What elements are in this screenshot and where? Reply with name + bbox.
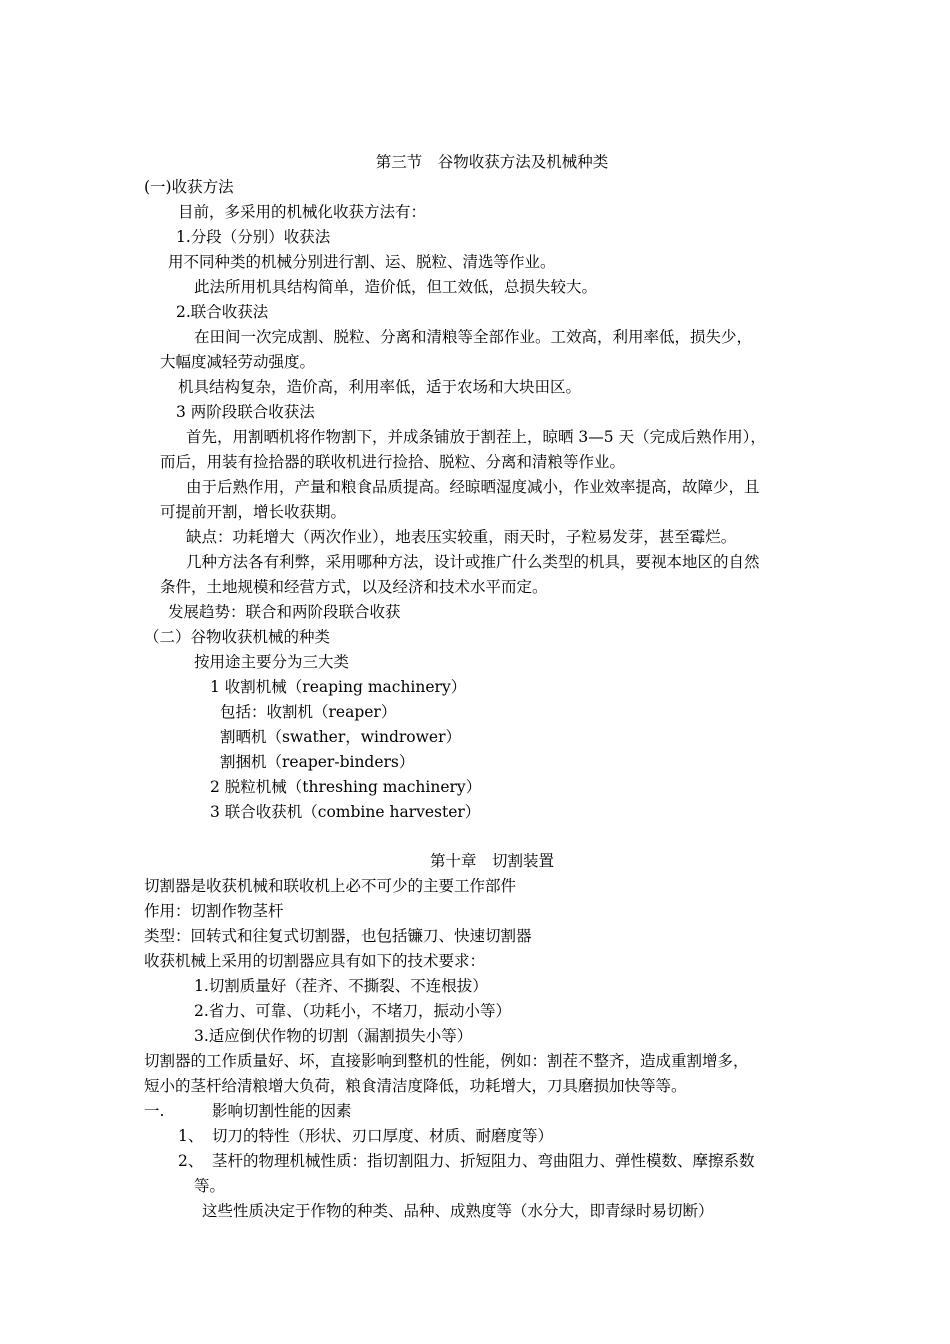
factor-2-line2: 等。 bbox=[194, 1177, 226, 1195]
method2-description-line2: 大幅度减轻劳动强度。 bbox=[160, 353, 316, 371]
comparison-line2: 条件，土地规模和经营方式，以及经济和技术水平而定。 bbox=[160, 578, 548, 596]
method2-evaluation: 机具结构复杂，造价高，利用率低，适于农场和大块田区。 bbox=[178, 378, 582, 396]
method1-heading: 1.分段（分别）收获法 bbox=[176, 228, 331, 246]
method3-heading: 3 两阶段联合收获法 bbox=[176, 403, 315, 421]
factor-2-number: 2、 bbox=[178, 1152, 204, 1170]
method1-description: 用不同种类的机械分别进行割、运、脱粒、清选等作业。 bbox=[168, 253, 556, 271]
method3-advantages-line1: 由于后熟作用，产量和粮食品质提高。经晾晒湿度减小，作业效率提高，故障少，且 bbox=[186, 478, 760, 496]
factor-2-line1: 茎杆的物理机械性质：指切割阻力、折短阻力、弯曲阻力、弹性模数、摩擦系数 bbox=[212, 1152, 755, 1170]
requirement-1: 1.切割质量好（茬齐、不撕裂、不连根拔） bbox=[194, 977, 488, 995]
machine-type-1a: 包括：收割机（reaper） bbox=[220, 703, 397, 721]
machine-type-3: 3 联合收获机（combine harvester） bbox=[210, 803, 481, 821]
method1-evaluation: 此法所用机具结构简单，造价低，但工效低，总损失较大。 bbox=[194, 278, 598, 296]
factor-1: 切刀的特性（形状、刃口厚度、材质、耐磨度等） bbox=[212, 1127, 554, 1145]
section-title: 第三节 谷物收获方法及机械种类 bbox=[375, 153, 609, 171]
method2-heading: 2.联合收获法 bbox=[176, 303, 269, 321]
requirement-3: 3.适应倒伏作物的切割（漏割损失小等） bbox=[194, 1027, 473, 1045]
cutter-definition: 切割器是收获机械和联收机上必不可少的主要工作部件 bbox=[144, 877, 517, 895]
method2-description-line1: 在田间一次完成割、脱粒、分离和清粮等全部作业。工效高，利用率低，损失少， bbox=[194, 328, 753, 346]
part1-heading: (一)收获方法 bbox=[144, 178, 234, 196]
requirement-2: 2.省力、可靠、（功耗小，不堵刀，振动小等） bbox=[194, 1002, 512, 1020]
machine-type-2: 2 脱粒机械（threshing machinery） bbox=[210, 778, 482, 796]
factor-heading: 影响切割性能的因素 bbox=[212, 1102, 352, 1120]
chapter-title: 第十章 切割装置 bbox=[429, 852, 554, 870]
quality-line2: 短小的茎杆给清粮增大负荷，粮食清洁度降低，功耗增大，刀具磨损加快等等。 bbox=[144, 1077, 687, 1095]
method3-advantages-line2: 可提前开割，增长收获期。 bbox=[160, 503, 347, 521]
development-trend: 发展趋势：联合和两阶段联合收获 bbox=[168, 603, 401, 621]
method3-description-line1: 首先，用割晒机将作物割下，并成条铺放于割茬上，晾晒 3—5 天（完成后熟作用）， bbox=[186, 428, 766, 446]
method3-disadvantages: 缺点：功耗增大（两次作业），地表压实较重，雨天时，子粒易发芽，甚至霉烂。 bbox=[186, 528, 737, 546]
method3-description-line2: 而后，用装有捡拾器的联收机进行捡拾、脱粒、分离和清粮等作业。 bbox=[160, 453, 626, 471]
machine-type-1c: 割捆机（reaper-binders） bbox=[220, 753, 415, 771]
cutter-types: 类型：回转式和往复式切割器，也包括镰刀、快速切割器 bbox=[144, 927, 532, 945]
factor-1-number: 1、 bbox=[178, 1127, 204, 1145]
part2-heading: （二）谷物收获机械的种类 bbox=[144, 628, 331, 646]
cutter-function: 作用：切割作物茎杆 bbox=[144, 902, 284, 920]
requirements-intro: 收获机械上采用的切割器应具有如下的技术要求： bbox=[144, 952, 486, 970]
machine-type-1: 1 收割机械（reaping machinery） bbox=[210, 678, 467, 696]
methods-intro: 目前，多采用的机械化收获方法有： bbox=[178, 203, 427, 221]
machine-type-1b: 割晒机（swather，windrower） bbox=[220, 728, 461, 746]
part2-intro: 按用途主要分为三大类 bbox=[194, 653, 350, 671]
factor-number: 一. bbox=[144, 1102, 165, 1120]
quality-line1: 切割器的工作质量好、坏，直接影响到整机的性能，例如：割茬不整齐，造成重割增多， bbox=[144, 1052, 749, 1070]
comparison-line1: 几种方法各有利弊，采用哪种方法，设计或推广什么类型的机具，要视本地区的自然 bbox=[186, 553, 760, 571]
factor-2-note: 这些性质决定于作物的种类、品种、成熟度等（水分大，即青绿时易切断） bbox=[202, 1202, 714, 1220]
